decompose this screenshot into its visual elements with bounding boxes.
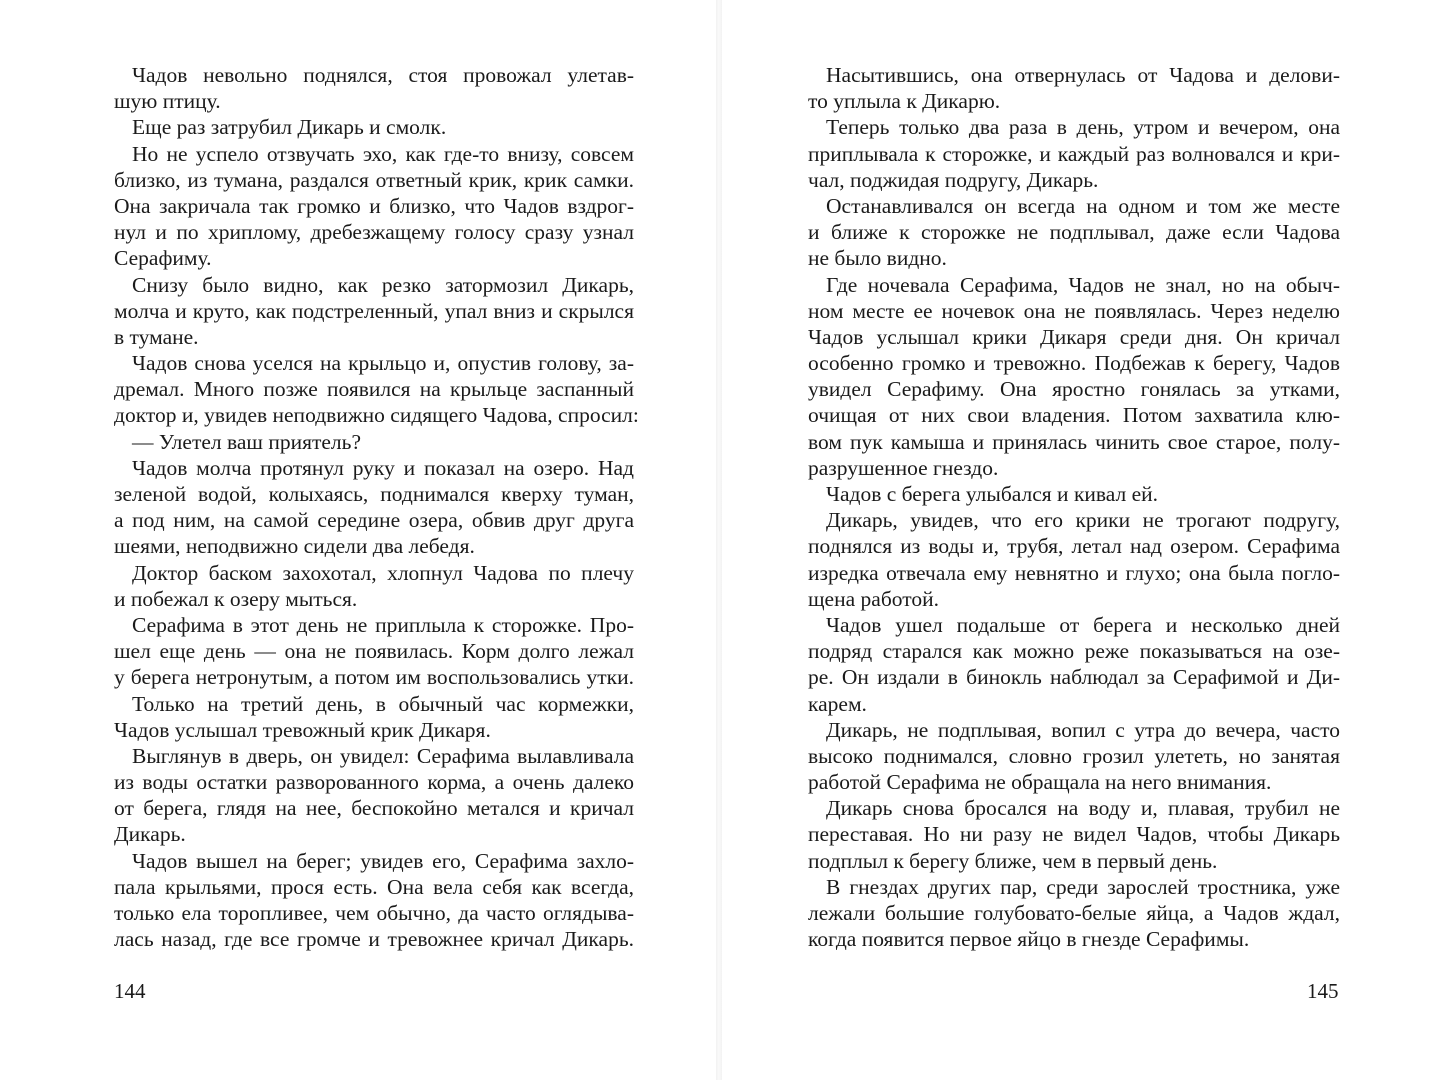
text-line: нул и по хриплому, дребезжащему голосу сразу узнал (114, 220, 634, 245)
text-line: Дикарь, увидев, что его крики не трогают подругу, (826, 508, 1340, 533)
text-line: Останавливался он всегда на одном и том же месте (826, 193, 1340, 218)
text-line: Чадов ушел подальше от берега и несколько дней (826, 612, 1340, 637)
text-line: подряд старался как можно реже показываться на озе- (808, 639, 1340, 664)
text-line: вом пук камыша и принялась чинить свое старое, полу- (808, 429, 1340, 454)
text-line: Только на третий день, в обычный час кормежки, (132, 691, 634, 716)
text-line: переставая. Но ни разу не видел Чадов, чтобы Дикарь (808, 822, 1340, 847)
text-line: Выглянув в дверь, он увидел: Серафима вылавливала (132, 743, 634, 768)
text-line: работой Серафима не обращала на него внимания. (808, 770, 1272, 795)
text-line: Чадов молча протянул руку и показал на озеро. Над (132, 455, 634, 480)
left-page-number: 144 (114, 979, 146, 1003)
text-line: то уплыла к Дикарю. (808, 89, 1001, 114)
text-line: Дикарь, не подплывая, вопил с утра до вечера, часто (826, 717, 1340, 742)
text-line: Она закричала так громко и близко, что Чадов вздрог- (114, 193, 634, 218)
text-line: только ела торопливее, чем обычно, да часто оглядыва- (114, 901, 634, 925)
text-line: доктор и, увидев неподвижно сидящего Чадова, спросил: (114, 403, 639, 428)
text-line: близко, из тумана, раздался ответный крик, крик самки. (114, 167, 634, 192)
text-line: Дикарь. (114, 822, 186, 847)
text-line: дремал. Много позже появился на крыльце заспанный (114, 377, 634, 402)
text-line: поднялся из воды и, трубя, летал над озером. Серафима (808, 534, 1340, 559)
text-line: чал, поджидая подругу, Дикарь. (808, 167, 1099, 192)
text-line: Еще раз затрубил Дикарь и смолк. (132, 115, 447, 140)
text-line: Чадов вышел на берег; увидев его, Серафима захло- (132, 848, 634, 873)
text-line: — Улетел ваш приятель? (132, 429, 361, 454)
text-line: очищая от них свои владения. Потом захватила клю- (808, 403, 1340, 428)
text-line: когда появится первое яйцо в гнезде Серафимы. (808, 927, 1250, 952)
text-line: особенно громко и тревожно. Подбежав к берегу, Чадов (808, 351, 1340, 376)
text-line: ре. Он издали в бинокль наблюдал за Серафимой и Ди- (808, 665, 1340, 690)
text-line: изредка отвечала ему невнятно и глухо; она была поглo- (808, 560, 1340, 585)
text-line: от берега, глядя на нее, беспокойно метался и кричал (114, 796, 634, 821)
text-line: высоко поднимался, словно грозил улететь, но занятая (808, 743, 1340, 768)
left-page-text (114, 62, 639, 952)
text-line: подплыл к берегу ближе, чем в первый день. (808, 848, 1218, 873)
text-line: ном месте ее ночевок она не появлялась. Через неделю (808, 298, 1340, 323)
text-line: зеленой водой, колыхаясь, поднимался кверху туман, (114, 482, 634, 506)
text-line: шеями, неподвижно сидели два лебедя. (114, 534, 475, 559)
text-line: Чадов невольно поднялся, стоя провожал улетав- (132, 63, 634, 87)
text-line: в тумане. (114, 324, 199, 349)
text-line: не было видно. (808, 246, 947, 271)
text-line: Теперь только два раза в день, утром и вечером, она (826, 115, 1340, 140)
text-line: карем. (808, 691, 867, 716)
right-page-text (808, 62, 1340, 952)
text-line: Чадов услышал тревожный крик Дикаря. (114, 717, 491, 742)
text-line: разрушенное гнездо. (808, 455, 999, 480)
text-line: пала крыльями, прося есть. Она вела себя как всегда, (114, 874, 634, 899)
text-line: Серафима в этот день не приплыла к сторожке. Про- (132, 612, 634, 637)
text-line: и ближе к сторожке не подплывал, даже если Чадова (808, 220, 1340, 245)
text-line: молча и круто, как подстреленный, упал вниз и скрылся (114, 298, 634, 323)
text-line: В гнездах других пар, среди зарослей тростника, уже (826, 874, 1340, 899)
text-line: Чадов услышал крики Дикаря среди дня. Он кричал (808, 324, 1340, 349)
text-line: шел еще день — она не появилась. Корм долго лежал (114, 639, 634, 664)
text-line: из воды остатки разворованного корма, а очень далеко (114, 770, 634, 795)
text-line: Чадов с берега улыбался и кивал ей. (826, 482, 1159, 506)
text-line: Доктор баском захохотал, хлопнул Чадова по плечу (132, 560, 634, 585)
book-gutter (716, 0, 722, 1080)
text-line: Снизу было видно, как резко затормозил Дикарь, (132, 272, 634, 297)
text-line: и побежал к озеру мыться. (114, 586, 358, 611)
text-line: Серафиму. (114, 246, 212, 271)
text-line: лежали большие голубовато-белые яйца, а Чадов ждал, (808, 901, 1340, 925)
text-line: приплывала к сторожке, и каждый раз волновался и кри- (808, 141, 1340, 166)
text-line: щена работой. (808, 586, 939, 611)
text-line: у берега нетронутым, а потом им воспользовались утки. (114, 665, 634, 690)
text-line: Дикарь снова бросался на воду и, плавая, трубил не (826, 796, 1340, 821)
text-line: Насытившись, она отвернулась от Чадова и делови- (826, 63, 1340, 87)
text-line: увидел Серафиму. Она яростно гонялась за утками, (808, 377, 1340, 402)
text-line: шую птицу. (114, 89, 221, 114)
text-line: Чадов снова уселся на крыльцо и, опустив голову, за- (132, 351, 634, 376)
right-page-number: 145 (1307, 979, 1339, 1003)
text-line: лась назад, где все громче и тревожнее кричал Дикарь. (114, 927, 634, 952)
text-line: Но не успело отзвучать эхо, как где-то внизу, совсем (132, 141, 634, 166)
text-line: а под ним, на самой середине озера, обвив друг друга (114, 508, 634, 533)
text-line: Где ночевала Серафима, Чадов не знал, но на обыч- (826, 272, 1340, 297)
